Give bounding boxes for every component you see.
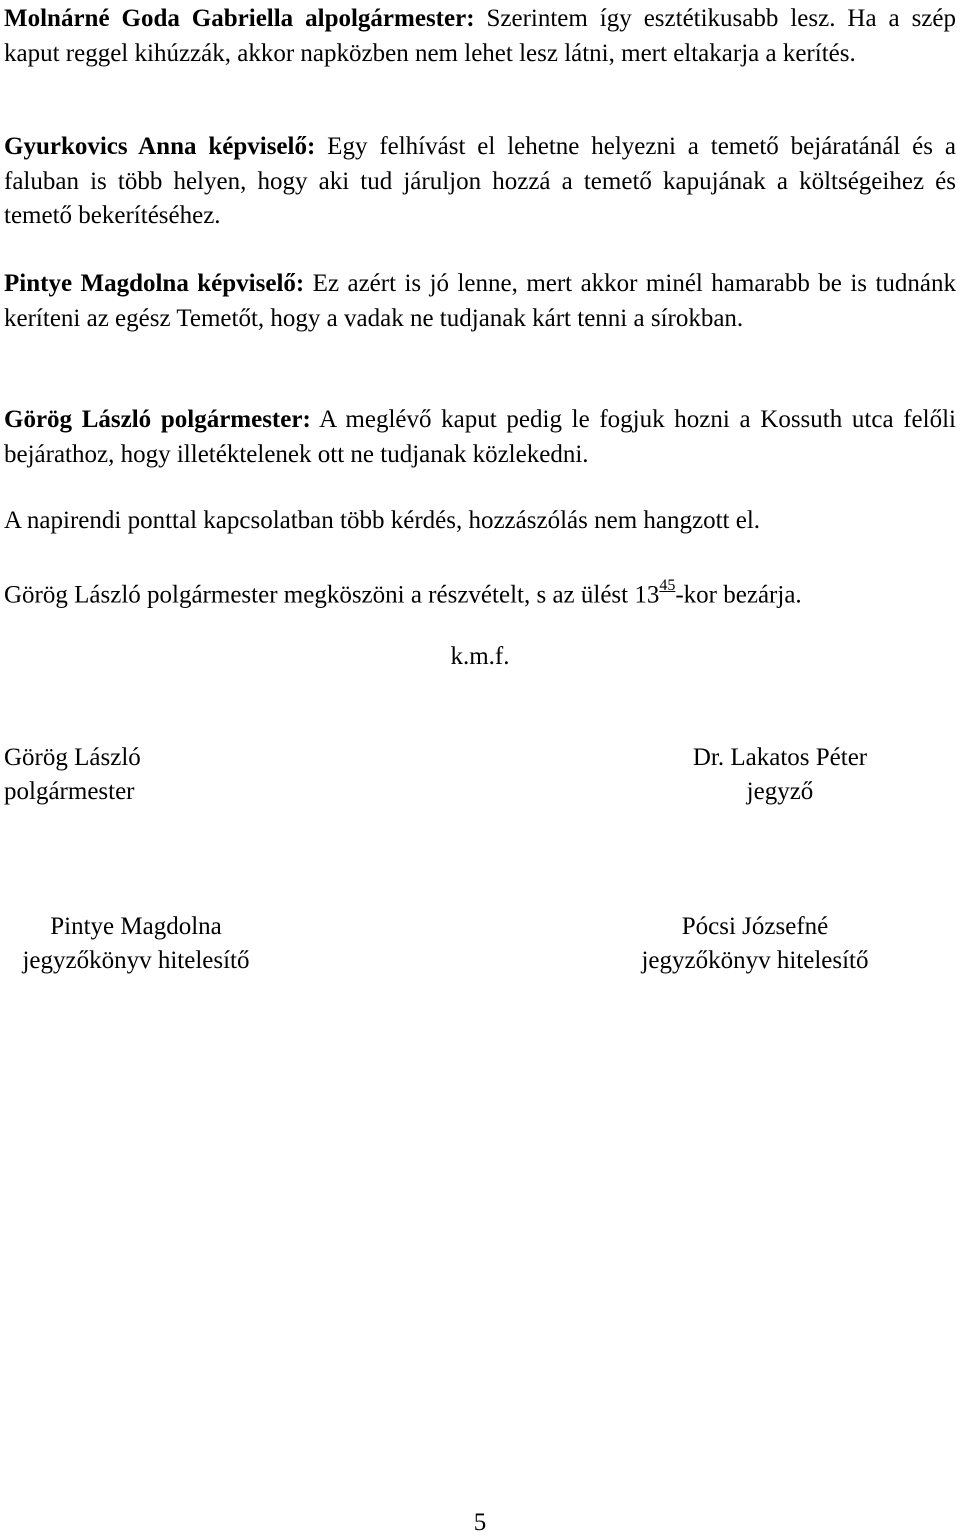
speaker-name: Görög László polgármester: [4,406,311,433]
closing-time-minutes: 45 [659,577,676,594]
kmf-marker: k.m.f. [450,643,510,670]
speaker-name: Pintye Magdolna képviselő: [4,270,305,297]
signature-mayor [4,741,141,809]
signatory-name: Dr. Lakatos Péter [692,744,868,771]
closing-no-comments: A napirendi ponttal kapcsolatban több kérdés, hozzászólás nem hangzott el. [4,507,761,534]
closing-thanks [4,572,956,613]
paragraph-gyurkovics [4,130,956,234]
signature-witness-1 [0,910,272,978]
thanks-text-end: -kor bezárja. [675,581,802,609]
signatory-name: Pócsi Józsefné [681,913,829,940]
page-number: 5 [473,1509,487,1536]
paragraph-molnarne [4,2,956,71]
signature-witness-2 [610,910,900,978]
signature-notary [640,741,920,809]
thanks-text: Görög László polgármester megköszöni a részvételt, s az ülést 13 [4,581,660,609]
signatory-name: Görög László [4,744,141,771]
statement-text: A meglévő kaput pedig le fogjuk hozni a Kossuth utca felőli bejárathoz, hogy illetéktelenek ott ne tudjanak közlekedni. [4,406,956,468]
statement-text: Szerintem így esztétikusabb lesz. Ha a szép kaput reggel kihúzzák, akkor napközben nem lehet lesz látni, mert eltakarja a kerítés. [4,5,956,67]
paragraph-pintye [4,267,956,336]
speaker-name: Molnárné Goda Gabriella alpolgármester: [4,5,475,32]
speaker-name: Gyurkovics Anna képviselő: [4,133,316,160]
statement-text: Ez azért is jó lenne, mert akkor minél hamarabb be is tudnánk keríteni az egész Temetőt, hogy a vadak ne tudjanak kárt tenni a sírokban. [4,270,957,332]
statement-text: Egy felhívást el lehetne helyezni a temető bejáratánál és a faluban is több helyen, hogy aki tud járuljon hozzá a temető kapujának a költségeihez és temető bekerítéséhez. [4,133,956,229]
signatory-title: jegyzőkönyv hitelesítő [22,947,250,974]
signatory-name: Pintye Magdolna [50,913,222,940]
signatory-title: jegyzőkönyv hitelesítő [641,947,869,974]
signatory-title: jegyző [746,778,814,805]
paragraph-gorog [4,403,956,472]
signatory-title: polgármester [4,778,135,805]
